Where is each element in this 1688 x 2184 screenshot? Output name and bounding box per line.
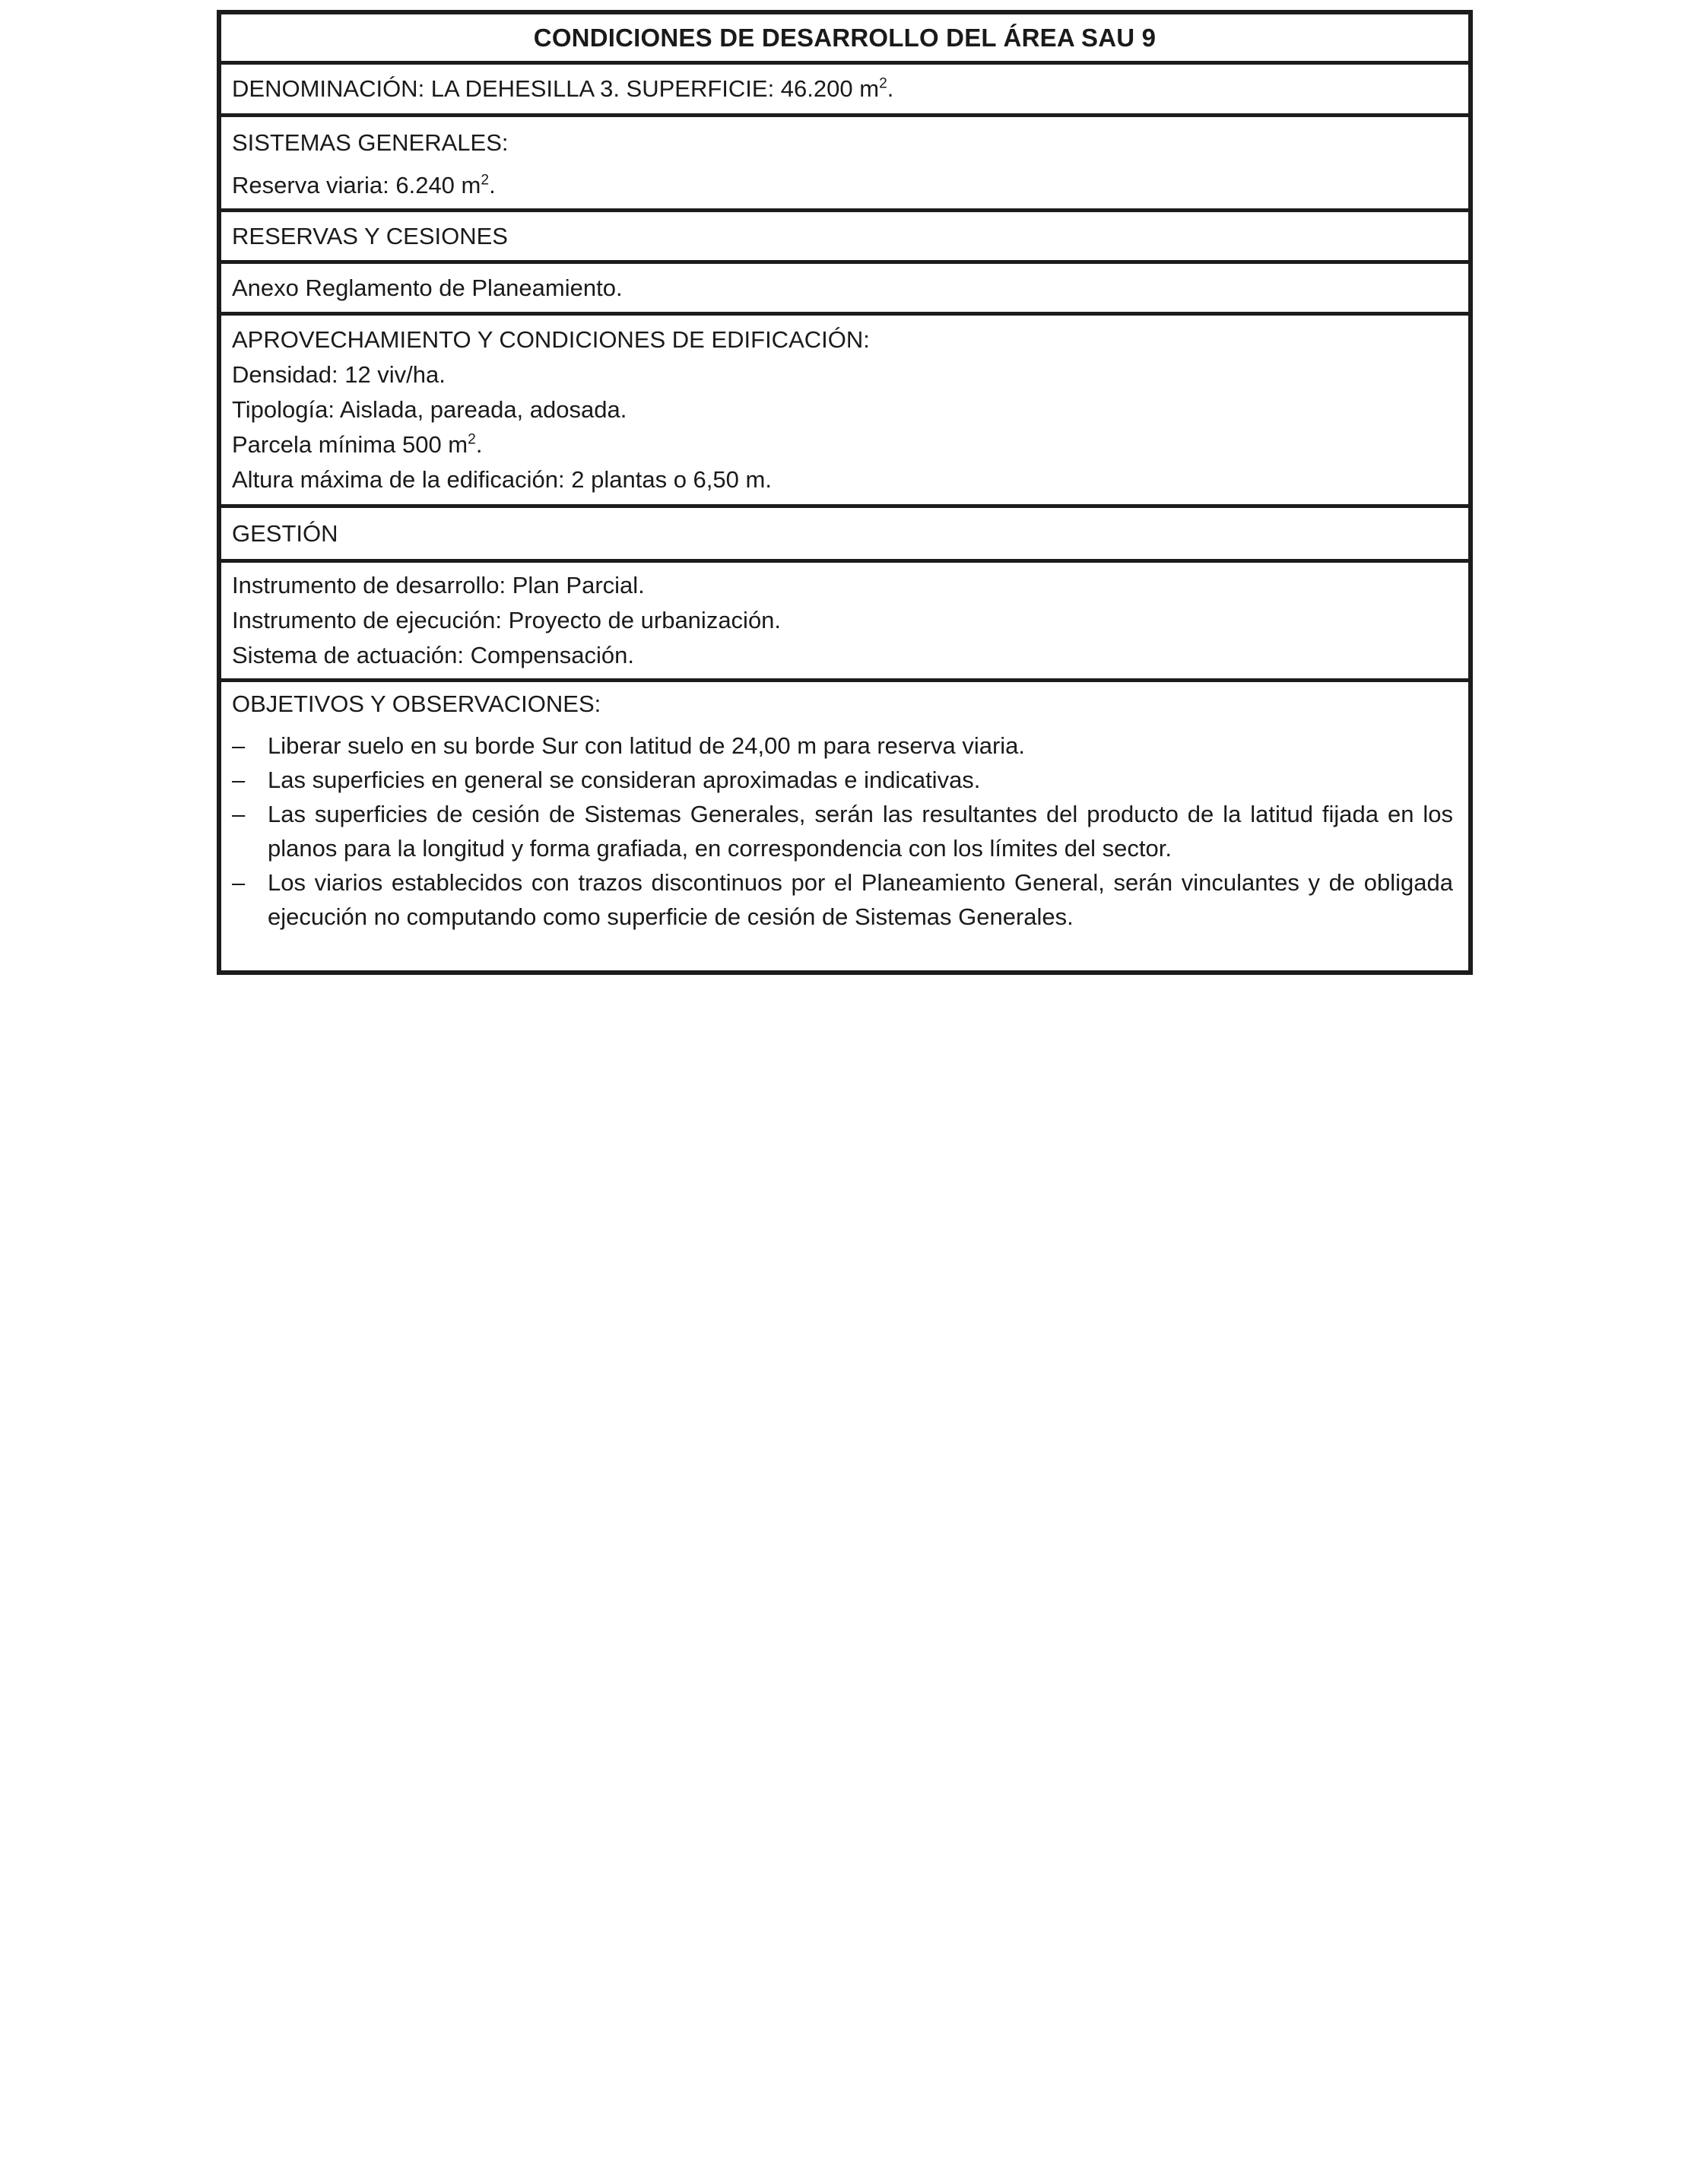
gestion-line: Instrumento de desarrollo: Plan Parcial. bbox=[232, 572, 645, 598]
table-title: CONDICIONES DE DESARROLLO DEL ÁREA SAU 9 bbox=[533, 23, 1157, 52]
anexo-text: Anexo Reglamento de Planeamiento. bbox=[232, 274, 623, 301]
denominacion-after: . bbox=[887, 75, 894, 102]
line-text: Tipología: Aislada, pareada, adosada. bbox=[232, 396, 627, 423]
denominacion-main: DENOMINACIÓN: LA DEHESILLA 3. SUPERFICIE: 46.200 m bbox=[232, 75, 880, 102]
objetivos-heading: OBJETIVOS Y OBSERVACIONES: bbox=[232, 690, 601, 717]
sistemas-line-main: Reserva viaria: 6.240 m bbox=[232, 172, 481, 198]
superscript: 2 bbox=[879, 75, 887, 92]
line-text: Altura máxima de la edificación: 2 plantas o 6,50 m. bbox=[232, 466, 772, 493]
superscript: 2 bbox=[468, 431, 476, 448]
sistemas-heading: SISTEMAS GENERALES: bbox=[232, 129, 509, 156]
table-row-anexo bbox=[221, 264, 1468, 316]
gestion-line: Sistema de actuación: Compensación. bbox=[232, 642, 635, 668]
conditions-table bbox=[217, 10, 1473, 975]
table-row-denominacion bbox=[221, 65, 1468, 117]
sistemas-line-after: . bbox=[489, 172, 496, 198]
bullet-dash: – bbox=[232, 801, 246, 827]
line-after: . bbox=[475, 431, 483, 458]
objetivos-bullet-list bbox=[232, 729, 1458, 934]
line-text: Parcela mínima 500 m bbox=[232, 431, 468, 458]
bullet-dash: – bbox=[232, 869, 246, 896]
table-row-title bbox=[221, 14, 1468, 65]
aprovechamiento-heading: APROVECHAMIENTO Y CONDICIONES DE EDIFICACIÓN: bbox=[232, 326, 870, 353]
table-row-gestion bbox=[221, 508, 1468, 563]
gestion-heading: GESTIÓN bbox=[232, 519, 338, 547]
bullet-dash: – bbox=[232, 767, 246, 793]
aprovechamiento-line bbox=[232, 427, 1458, 462]
sistemas-line bbox=[232, 164, 1458, 207]
bullet-text: Liberar suelo en su borde Sur con latitud de 24,00 m para reserva viaria. bbox=[268, 732, 1026, 759]
table-row-reservas-cesiones bbox=[221, 212, 1468, 264]
table-row-sistemas-generales bbox=[221, 117, 1468, 212]
list-item bbox=[232, 797, 1458, 865]
line-text: Densidad: 12 viv/ha. bbox=[232, 361, 446, 388]
bullet-text: Las superficies en general se consideran aproximadas e indicativas. bbox=[268, 767, 981, 793]
aprovechamiento-line bbox=[232, 462, 1458, 497]
aprovechamiento-line bbox=[232, 392, 1458, 427]
bullet-dash: – bbox=[232, 732, 246, 759]
list-item bbox=[232, 729, 1458, 763]
list-item bbox=[232, 763, 1458, 797]
table-row-aprovechamiento bbox=[221, 316, 1468, 508]
gestion-line: Instrumento de ejecución: Proyecto de urbanización. bbox=[232, 607, 782, 633]
table-row-gestion-content bbox=[221, 563, 1468, 682]
reservas-heading: RESERVAS Y CESIONES bbox=[232, 222, 508, 249]
aprovechamiento-line bbox=[232, 357, 1458, 392]
bullet-text: Las superficies de cesión de Sistemas Generales, serán las resultantes del producto de la latitud fijada en los planos para la longitud y forma grafiada, en correspondencia con los límites del sector. bbox=[268, 801, 1453, 862]
denominacion-text bbox=[232, 71, 893, 106]
table-row-objetivos bbox=[221, 682, 1468, 970]
bullet-text: Los viarios establecidos con trazos discontinuos por el Planeamiento General, serán vinculantes y de obligada ejecución no computando como superficie de cesión de Sistemas Generales. bbox=[268, 869, 1453, 930]
superscript: 2 bbox=[481, 172, 490, 189]
list-item bbox=[232, 865, 1458, 934]
